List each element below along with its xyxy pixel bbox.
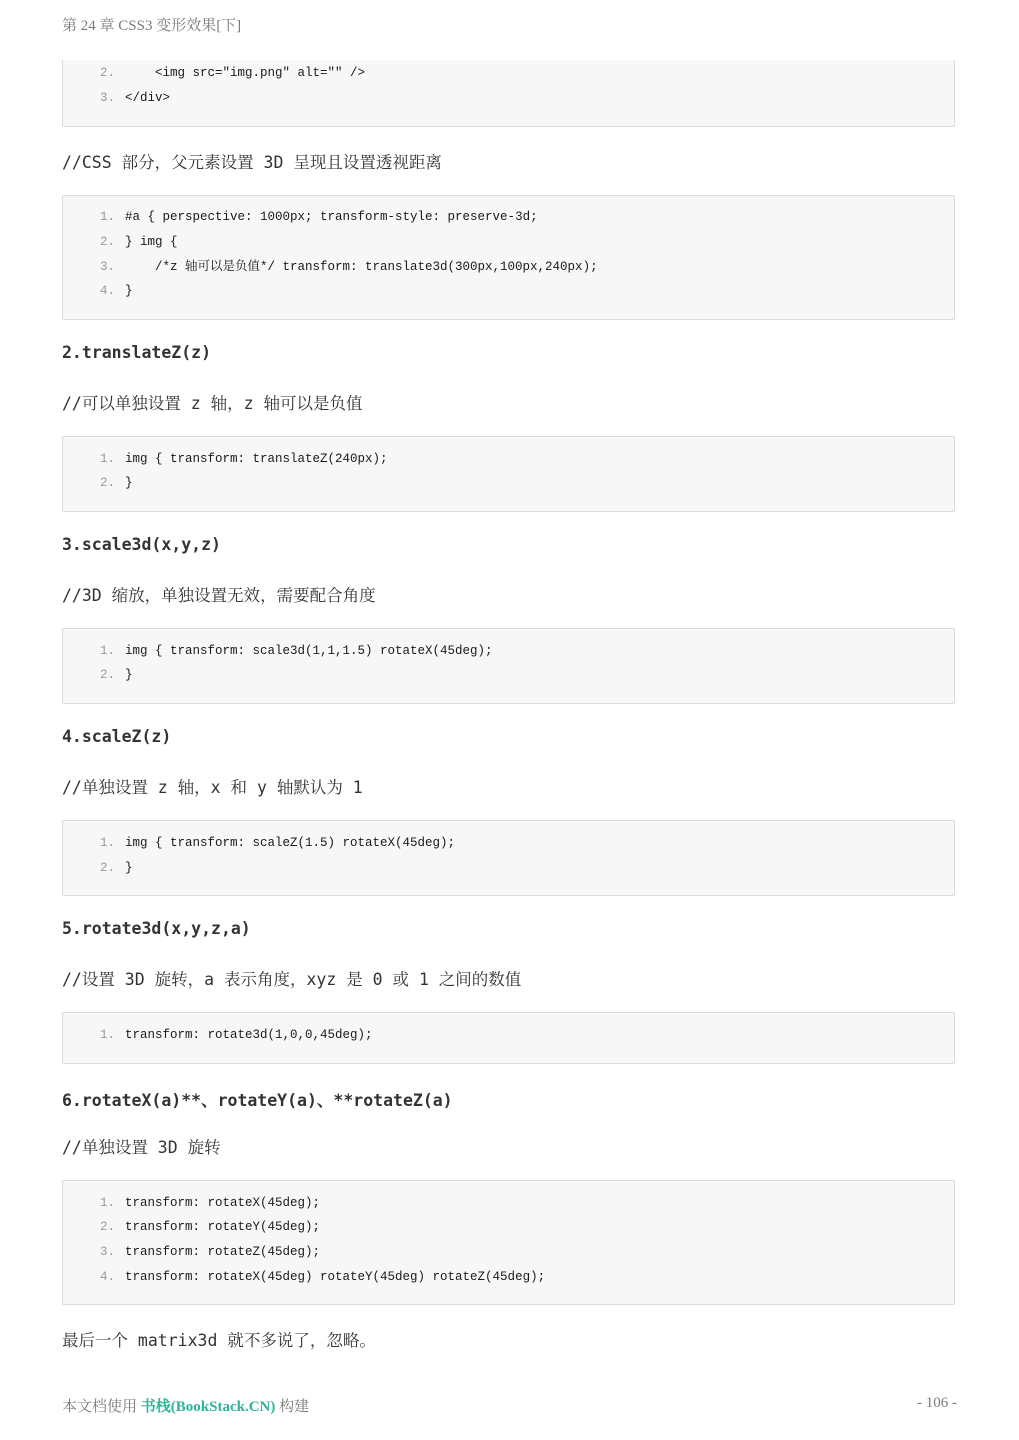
code-block xyxy=(62,1012,955,1064)
line-number: 2. xyxy=(99,861,115,875)
chapter-header: 第 24 章 CSS3 变形效果[下] xyxy=(62,18,242,34)
line-number: 3. xyxy=(99,260,115,274)
footer-prefix: 本文档使用 xyxy=(62,1399,141,1415)
code-block xyxy=(62,195,955,320)
code-line xyxy=(63,1215,320,1239)
code-block xyxy=(62,820,955,896)
line-number: 1. xyxy=(99,1028,115,1042)
code-text: } img { xyxy=(125,235,178,249)
section-heading: 3.scale3d(x,y,z) xyxy=(62,535,221,554)
paragraph: //单独设置 z 轴，x 和 y 轴默认为 1 xyxy=(62,778,363,797)
code-block xyxy=(62,1180,955,1305)
line-number: 2. xyxy=(99,235,115,249)
section-heading: 2.translateZ(z) xyxy=(62,343,212,362)
code-text: } xyxy=(125,668,133,682)
code-text: /*z 轴可以是负值*/ transform: translate3d(300px,100px,240px); xyxy=(125,260,598,274)
code-text: } xyxy=(125,476,133,490)
code-text: img { transform: scale3d(1,1,1.5) rotateX(45deg); xyxy=(125,644,493,658)
code-line xyxy=(63,1023,373,1047)
code-line xyxy=(63,1191,320,1215)
line-number: 2. xyxy=(99,66,115,80)
line-number: 4. xyxy=(99,284,115,298)
line-number: 3. xyxy=(99,91,115,105)
paragraph: //可以单独设置 z 轴，z 轴可以是负值 xyxy=(62,394,363,413)
paragraph: //3D 缩放，单独设置无效，需要配合角度 xyxy=(62,586,376,605)
bookstack-link[interactable]: 书栈(BookStack.CN) xyxy=(140,1399,276,1415)
code-block xyxy=(62,436,955,512)
code-text: transform: rotateX(45deg); xyxy=(125,1196,321,1210)
code-text: <img src="img.png" alt="" /> xyxy=(125,66,366,80)
code-line xyxy=(63,205,538,229)
line-number: 3. xyxy=(99,1245,115,1259)
code-line xyxy=(63,230,178,254)
code-text: } xyxy=(125,861,133,875)
code-line xyxy=(63,831,455,855)
paragraph: //单独设置 3D 旋转 xyxy=(62,1138,221,1157)
code-line xyxy=(63,639,493,663)
code-line xyxy=(63,663,133,687)
code-text: img { transform: translateZ(240px); xyxy=(125,452,388,466)
code-line xyxy=(63,1265,545,1289)
line-number: 1. xyxy=(99,644,115,658)
code-line xyxy=(63,255,598,279)
line-number: 1. xyxy=(99,210,115,224)
code-text: transform: rotateZ(45deg); xyxy=(125,1245,321,1259)
code-line xyxy=(63,86,170,110)
line-number: 4. xyxy=(99,1270,115,1284)
code-text: transform: rotateX(45deg) rotateY(45deg) rotateZ(45deg); xyxy=(125,1270,546,1284)
code-text: } xyxy=(125,284,133,298)
line-number: 1. xyxy=(99,836,115,850)
code-line xyxy=(63,447,388,471)
section-heading: 6.rotateX(a)**、rotateY(a)、**rotateZ(a) xyxy=(62,1091,453,1110)
code-line xyxy=(63,471,133,495)
paragraph: //CSS 部分，父元素设置 3D 呈现且设置透视距离 xyxy=(62,153,442,172)
code-line xyxy=(63,61,365,85)
code-text: img { transform: scaleZ(1.5) rotateX(45deg); xyxy=(125,836,456,850)
code-text: transform: rotate3d(1,0,0,45deg); xyxy=(125,1028,373,1042)
section-heading: 4.scaleZ(z) xyxy=(62,727,172,746)
footer-credit xyxy=(62,1395,309,1416)
code-text: </div> xyxy=(125,91,171,105)
code-line xyxy=(63,1240,320,1264)
code-block xyxy=(62,60,955,127)
page-number: - 106 - xyxy=(917,1395,957,1411)
footer-suffix: 构建 xyxy=(275,1399,310,1415)
code-line xyxy=(63,279,133,303)
code-line xyxy=(63,856,133,880)
line-number: 1. xyxy=(99,1196,115,1210)
line-number: 2. xyxy=(99,476,115,490)
code-block xyxy=(62,628,955,704)
code-text: transform: rotateY(45deg); xyxy=(125,1220,321,1234)
paragraph: //设置 3D 旋转，a 表示角度，xyz 是 0 或 1 之间的数值 xyxy=(62,970,522,989)
line-number: 2. xyxy=(99,1220,115,1234)
code-text: #a { perspective: 1000px; transform-style: preserve-3d; xyxy=(125,210,538,224)
section-heading: 5.rotate3d(x,y,z,a) xyxy=(62,919,251,938)
paragraph: 最后一个 matrix3d 就不多说了，忽略。 xyxy=(62,1331,376,1350)
line-number: 1. xyxy=(99,452,115,466)
line-number: 2. xyxy=(99,668,115,682)
